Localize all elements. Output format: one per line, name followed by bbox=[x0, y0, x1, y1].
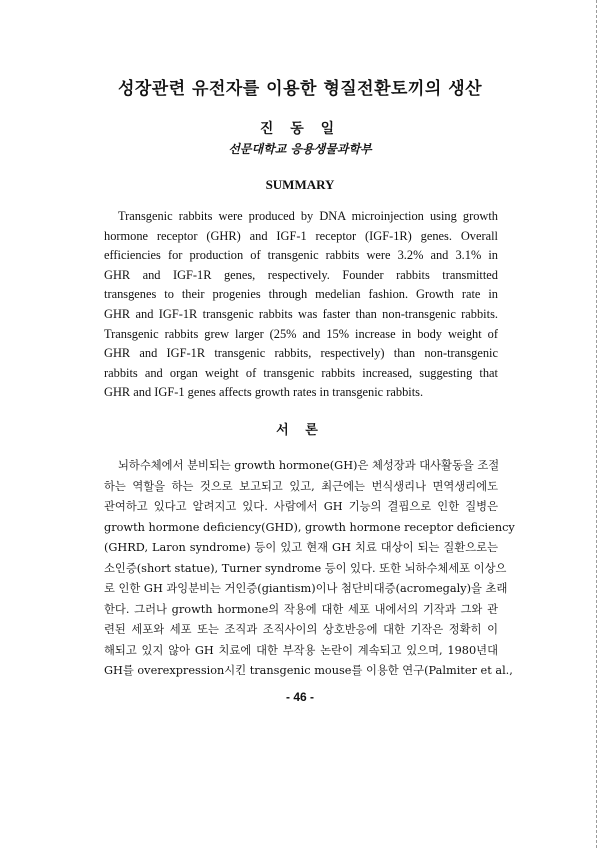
body-line: 해되고 있지 않아 GH 치료에 대한 부작용 논란이 계속되고 있으며, 1980년대 bbox=[104, 643, 498, 657]
introduction-body bbox=[104, 456, 515, 682]
abstract-line: efficiencies for production of transgenic rabbits were 3.2% and 3.1% in bbox=[104, 248, 498, 263]
abstract-line: Transgenic rabbits grew larger (25% and 15% increase in body weight of bbox=[104, 326, 498, 341]
page-number: - 46 - bbox=[285, 690, 314, 704]
body-line: GH를 overexpression시킨 transgenic mouse를 이용한 연구(Palmiter et al., bbox=[104, 664, 513, 677]
abstract-text bbox=[104, 207, 498, 403]
paper-title: 성장관련 유전자를 이용한 형질전환토끼의 생산 bbox=[117, 79, 483, 99]
body-line: 하는 역할을 하는 것으로 보고되고 있고, 최근에는 번식생리나 면역생리에도 bbox=[104, 479, 498, 493]
summary-heading: SUMMARY bbox=[265, 177, 335, 192]
body-line: 로 인한 GH 과잉분비는 거인증(giantism)이나 첨단비대증(acromegaly)을 초래 bbox=[104, 582, 508, 595]
body-line: 소인증(short statue), Turner syndrome 등이 있다. 또한 뇌하수체세포 이상으 bbox=[104, 561, 507, 575]
author-affiliation: 선문대학교 응용생물과학부 bbox=[228, 142, 372, 156]
body-line: 한다. 그러나 growth hormone의 작용에 대한 세포 내에서의 기작과 그와 관 bbox=[104, 602, 498, 616]
section-heading-introduction: 서 론 bbox=[276, 423, 324, 438]
abstract-line: hormone receptor (GHR) and IGF-1 receptor (IGF-1R) genes. Overall bbox=[104, 228, 498, 243]
abstract-line: Transgenic rabbits were produced by DNA microinjection using growth bbox=[118, 209, 498, 223]
body-line: 관여하고 있다고 알려지고 있다. 사람에서 GH 기능의 결핍으로 인한 질병은 bbox=[104, 500, 498, 513]
body-line: 련된 세포와 세포 또는 조직과 조직사이의 상호반응에 대한 기작은 정확히 이 bbox=[104, 623, 498, 636]
abstract-line: transgenes to their progenies through medelian fashion. Growth rate in bbox=[104, 287, 498, 302]
body-line: 뇌하수체에서 분비되는 growth hormone(GH)은 체성장과 대사활동을 조절 bbox=[118, 459, 500, 472]
abstract-line: rabbits and organ weight of transgenic rabbits increased, suggesting that bbox=[104, 365, 498, 380]
author-name: 진 동 일 bbox=[259, 121, 341, 137]
abstract-line: GHR and IGF-1R transgenic rabbits was faster than non-transgenic rabbits. bbox=[104, 306, 498, 321]
body-line: growth hormone deficiency(GHD), growth hormone receptor deficiency bbox=[104, 520, 515, 534]
abstract-line: GHR and IGF-1 genes affects growth rates in transgenic rabbits. bbox=[104, 385, 424, 400]
body-line: (GHRD, Laron syndrome) 등이 있고 현재 GH 치료 대상이 되는 질환으로는 bbox=[104, 541, 498, 554]
abstract-line: GHR and IGF-1R genes, respectively. Founder rabbits transmitted bbox=[104, 267, 498, 282]
abstract-line: GHR and IGF-1R transgenic rabbits, respectively) than non-transgenic bbox=[104, 346, 498, 361]
